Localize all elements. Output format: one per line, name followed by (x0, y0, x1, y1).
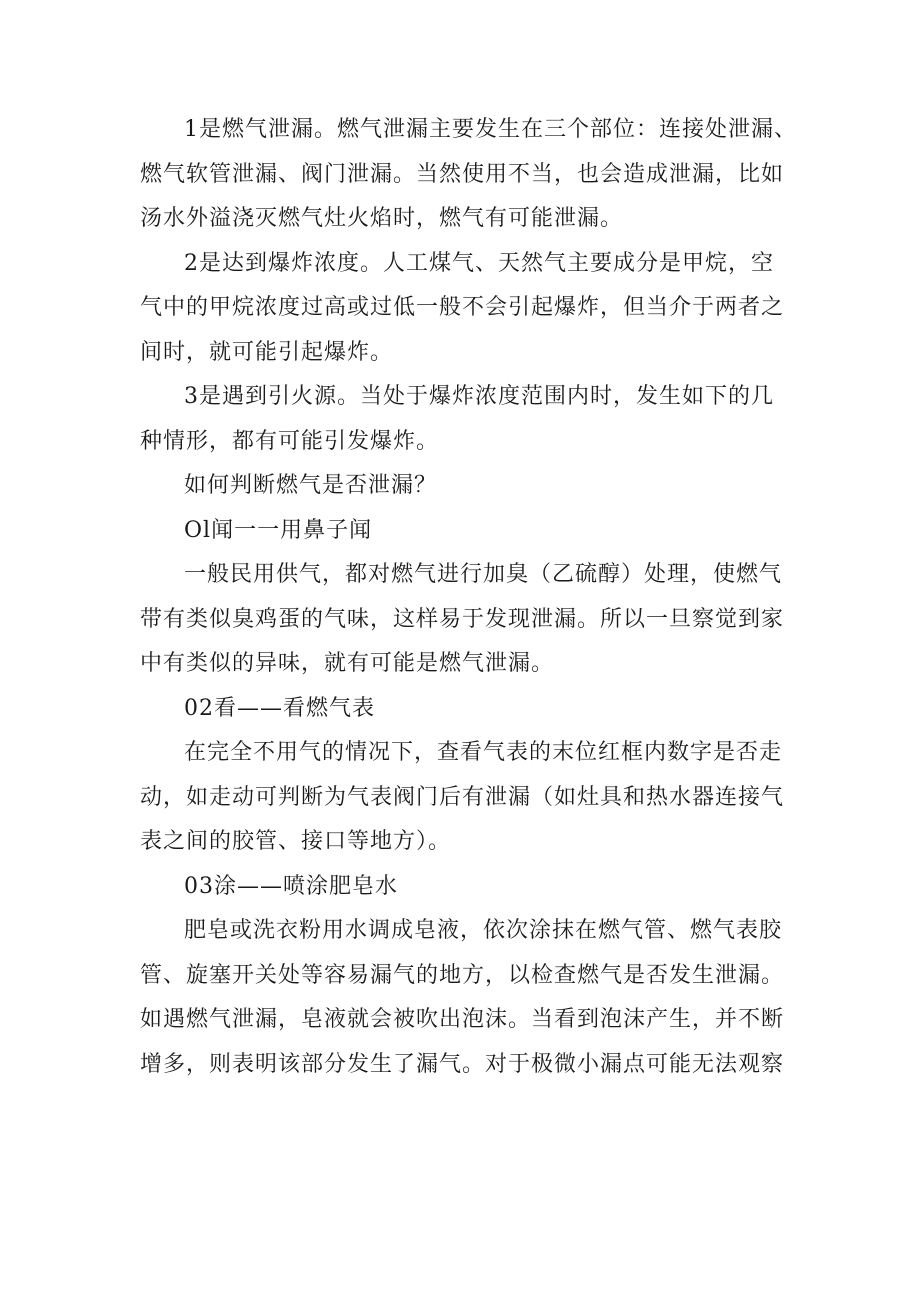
text-line: 燃气软管泄漏、阀门泄漏。当然使用不当，也会造成泄漏，比如 (140, 161, 785, 187)
paragraph-cause-ignition (140, 375, 800, 464)
text-line: 2是达到爆炸浓度。人工煤气、天然气主要成分是甲烷，空 (184, 250, 774, 276)
heading-look (140, 687, 800, 732)
text-line: 02看——看燃气表 (184, 695, 375, 721)
document-body (140, 108, 800, 1087)
heading-how-to-detect (140, 464, 800, 509)
text-line: 如何判断燃气是否泄漏？ (184, 473, 438, 498)
text-line: 带有类似臭鸡蛋的气味，这样易于发现泄漏。所以一旦察觉到家 (140, 606, 785, 632)
heading-smell (140, 509, 800, 554)
text-line: 03涂——喷涂肥皂水 (184, 873, 398, 899)
text-line: 肥皂或洗衣粉用水调成皂液，依次涂抹在燃气管、燃气表胶 (184, 918, 783, 943)
text-line: 动，如走动可判断为气表阀门后有泄漏（如灶具和热水器连接气 (140, 784, 785, 810)
paragraph-cause-leak (140, 108, 800, 242)
text-line: 在完全不用气的情况下，查看气表的末位红框内数字是否走 (184, 740, 783, 765)
text-line: 间时，就可能引起爆炸。 (140, 339, 394, 365)
text-line: 管、旋塞开关处等容易漏气的地方，以检查燃气是否发生泄漏。 (140, 962, 785, 988)
text-line: 气中的甲烷浓度过高或过低一般不会引起爆炸，但当介于两者之 (140, 295, 785, 320)
paragraph-smell (140, 553, 800, 687)
text-line: 表之间的胶管、接口等地方）。 (140, 829, 452, 854)
text-line: 汤水外溢浇灭燃气灶火焰时，燃气有可能泄漏。 (140, 206, 624, 231)
text-line: 种情形，都有可能引发爆炸。 (140, 428, 440, 454)
text-line: Ol闻一一用鼻子闻 (184, 517, 373, 543)
text-line: 1是燃气泄漏。燃气泄漏主要发生在三个部位：连接处泄漏、 (184, 117, 797, 142)
text-line: 3是遇到引火源。当处于爆炸浓度范围内时，发生如下的几 (184, 384, 774, 409)
paragraph-soap (140, 909, 800, 1087)
paragraph-cause-concentration (140, 242, 800, 376)
paragraph-look (140, 731, 800, 865)
text-line: 一般民用供气，都对燃气进行加臭（乙硫醇）处理，使燃气 (184, 562, 783, 587)
text-line: 增多，则表明该部分发生了漏气。对于极微小漏点可能无法观察 (140, 1051, 785, 1077)
text-line: 如遇燃气泄漏，皂液就会被吹出泡沫。当看到泡沫产生，并不断 (140, 1007, 785, 1032)
heading-soap (140, 865, 800, 910)
text-line: 中有类似的异味，就有可能是燃气泄漏。 (140, 651, 555, 676)
